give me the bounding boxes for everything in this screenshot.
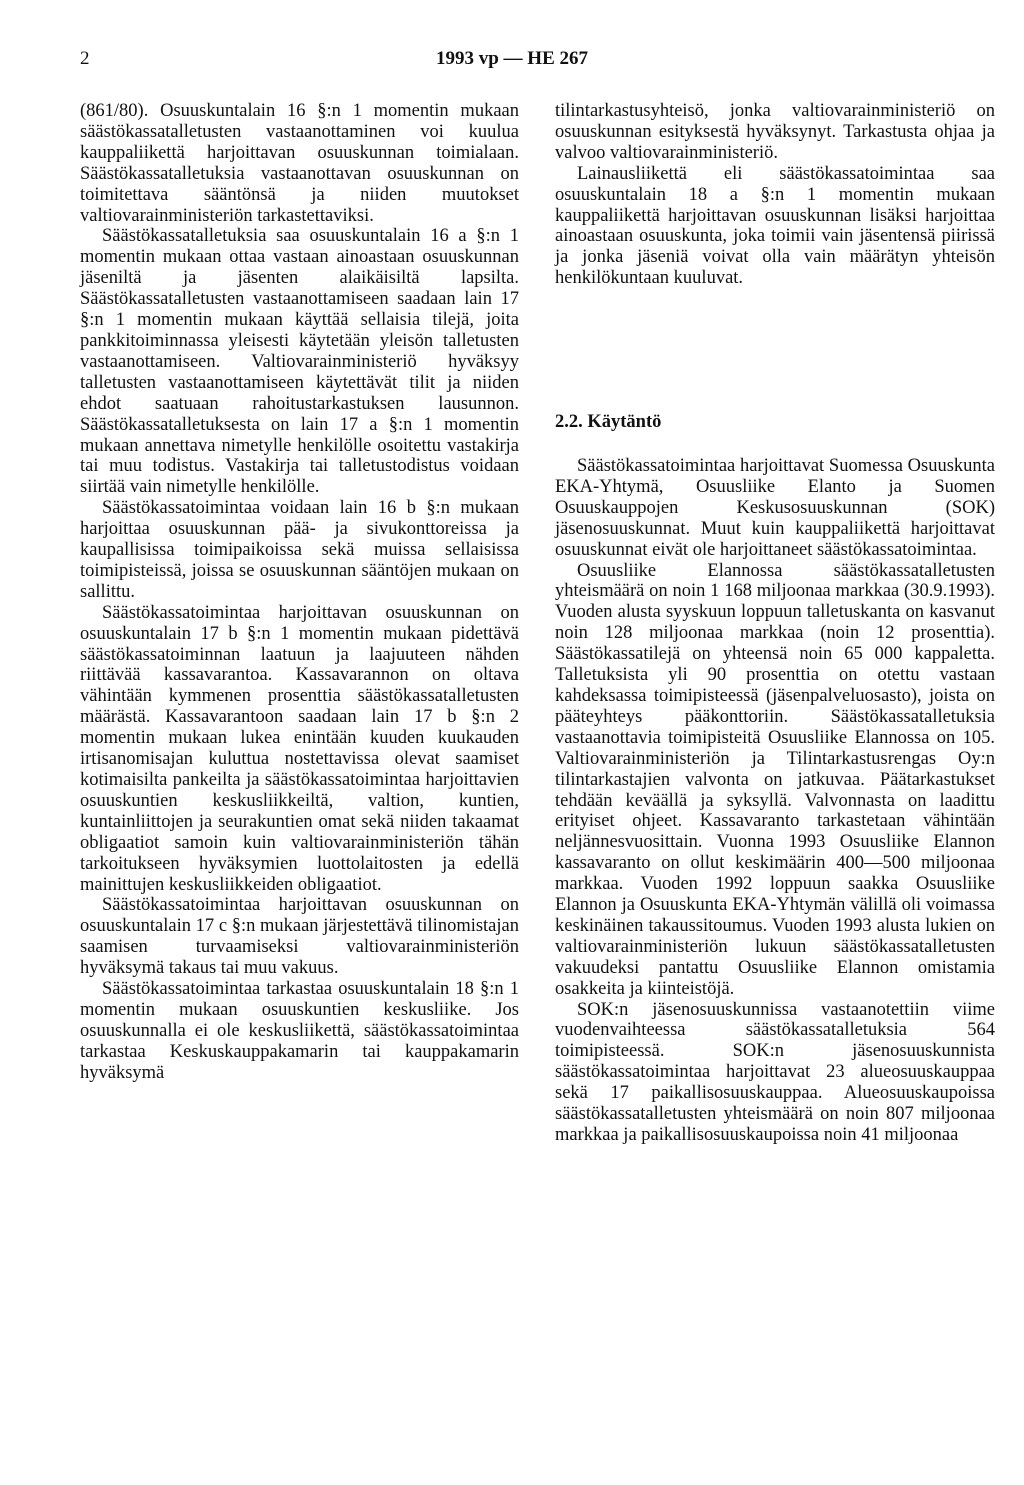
paragraph: tilintarkastusyhteisö, jonka valtiovarainministeriö on osuuskunnan esityksestä hyväksynyt. Tarkastusta ohjaa ja valvoo valtiovarainministeriö. — [555, 101, 995, 163]
paragraph: Lainausliikettä eli säästökassatoimintaa saa osuuskuntalain 18 a §:n 1 momentin mukaan kauppaliikettä harjoittavan osuuskunnan lisäksi harjoittaa ainoastaan osuuskunta, joka toimii vain jäsentensä piirissä ja jonka jäseniä voivat olla vain määrätyn yhteisön henkilökuntaan kuuluvat. — [555, 163, 995, 289]
paragraph: Säästökassatalletuksia saa osuuskuntalain 16 a §:n 1 momentin mukaan ottaa vastaan ainoastaan osuuskunnan jäseniltä ja jäsenten alaikäisiltä lapsilta. Säästökassatalletusten vastaanottamiseen saadaan lain 17 §:n 1 momentin mukaan käyttää sellaisia tilejä, joita pankkitoiminnassa yleisesti käytetään yleisön talletusten vastaanottamiseen. Valtiovarainministeriö hyväksyy talletusten vastaanottamiseen käytettävät tilit ja niiden ehdot saatuaan rahoitustarkastuksen lausunnon. Säästökassatalletuksesta on lain 17 a §:n 1 momentin mukaan annettava nimetylle henkilölle osoitettu vastakirja tai muu todistus. Vastakirja tai talletustodistus voidaan siirtää vain nimetylle henkilölle. — [80, 226, 519, 498]
paragraph: Säästökassatoimintaa harjoittavan osuuskunnan on osuuskuntalain 17 b §:n 1 momentin mukaan pidettävä säästökassatoiminnan laatuun ja laajuuteen nähden riittävää kassavarantoa. Kassavarannon on oltava vähintään kymmenen prosenttia säästökassatalletusten määrästä. Kassavarantoon saadaan lain 17 b §:n 2 momentin mukaan lukea enintään kuuden kuukauden irtisanomisajan kuluttua nostettavissa olevat saamiset kotimaisilta pankeilta ja säästökassatoimintaa harjoittavien osuuskuntien keskusliikkeiltä, valtion, kuntien, kuntainliittojen ja seurakuntien omat sekä niiden takaamat obligaatiot samoin kuin valtiovarainministeriön tähän tarkoitukseen hyväksymien luottolaitosten ja edellä mainittujen keskusliikkeiden obligaatiot. — [80, 602, 519, 895]
section-heading: 2.2. Käytäntö — [555, 412, 662, 432]
paragraph: (861/80). Osuuskuntalain 16 §:n 1 momentin mukaan säästökassatalletusten vastaanottaminen voi kuulua kauppaliikettä harjoittavan osuuskunnan toimialaan. Säästökassatalletuksia vastaanottavan osuuskunnan on toimitettava sääntönsä ja niiden muutokset valtiovarainministeriön tarkastettaviksi. — [80, 101, 519, 226]
running-title: 1993 vp — HE 267 — [435, 48, 589, 69]
paragraph: Osuusliike Elannossa säästökassatalletusten yhteismäärä on noin 1 168 miljoonaa markkaa (30.9.1993). Vuoden alusta syyskuun loppuun talletuskanta on kasvanut noin 128 miljoonaa markkaa (noin 12 prosenttia). Säästökassatilejä on yhteensä noin 65 000 kappaletta. Talletuksista yli 90 prosenttia on otettu vastaan kahdeksassa toimipisteessä (jäsenpalveluosasto), joista on pääteyhteys pääkonttoriin. Säästökassatalletuksia vastaanottavia toimipisteitä Osuusliike Elannossa on 105. Valtiovarainministeriön ja Tilintarkastusrengas Oy:n tilintarkastajien valvonta on jatkuvaa. Päätarkastukset tehdään keväällä ja syksyllä. Valvonnasta on laadittu erityiset ohjeet. Kassavaranto tarkastetaan vähintään neljännesvuosittain. Vuonna 1993 Osuusliike Elannon kassavaranto on ollut keskimäärin 400—500 miljoonaa markkaa. Vuoden 1992 loppuun saakka Osuusliike Elannon ja Osuuskunta EKA-Yhtymän välillä oli voimassa keskinäinen takaussitoumus. Vuoden 1993 alusta lukien on valtiovarainministeriön lukuun säästökassatalletusten vakuudeksi pantattu Osuusliike Elannon omistamia osakkeita ja kiinteistöjä. — [555, 560, 995, 999]
paragraph: Säästökassatoimintaa harjoittavan osuuskunnan on osuuskuntalain 17 c §:n mukaan järjestettävä tilinomistajan saamisen turvaamiseksi valtiovarainministeriön hyväksymä takaus tai muu vakuus. — [80, 895, 519, 979]
paragraph: Säästökassatoimintaa voidaan lain 16 b §:n mukaan harjoittaa osuuskunnan pää- ja sivukonttoreissa ja kaupallisissa toimipaikoissa sekä muissa sellaisissa toimipisteissä, joissa se osuuskunnan sääntöjen mukaan on sallittu. — [80, 498, 519, 602]
paragraph: Säästökassatoimintaa tarkastaa osuuskuntalain 18 §:n 1 momentin mukaan osuuskuntien keskusliike. Jos osuuskunnalla ei ole keskusliikettä, säästökassatoimintaa tarkastaa Keskuskauppakamarin tai kauppakamarin hyväksymä — [80, 979, 519, 1083]
page-number: 2 — [80, 48, 90, 69]
paragraph: Säästökassatoimintaa harjoittavat Suomessa Osuuskunta EKA-Yhtymä, Osuusliike Elanto ja Suomen Osuuskauppojen Keskusosuuskunnan (SOK) jäsenosuuskunnat. Muut kuin kauppaliikettä harjoittavat osuuskunnat eivät ole harjoittaneet säästökassatoimintaa. — [555, 456, 995, 560]
paragraph: SOK:n jäsenosuuskunnissa vastaanotettiin viime vuodenvaihteessa säästökassatalletuksia 564 toimipisteessä. SOK:n jäsenosuuskunnista säästökassatoimintaa harjoittavat 23 alueosuuskauppaa sekä 17 paikallisosuuskauppaa. Alueosuuskaupoissa säästökassatalletusten yhteismäärä on noin 807 miljoonaa markkaa ja paikallisosuuskaupoissa noin 41 miljoonaa — [555, 999, 995, 1145]
right-column-lower — [555, 456, 995, 1146]
right-column-upper — [555, 101, 995, 289]
left-column — [80, 101, 519, 1084]
